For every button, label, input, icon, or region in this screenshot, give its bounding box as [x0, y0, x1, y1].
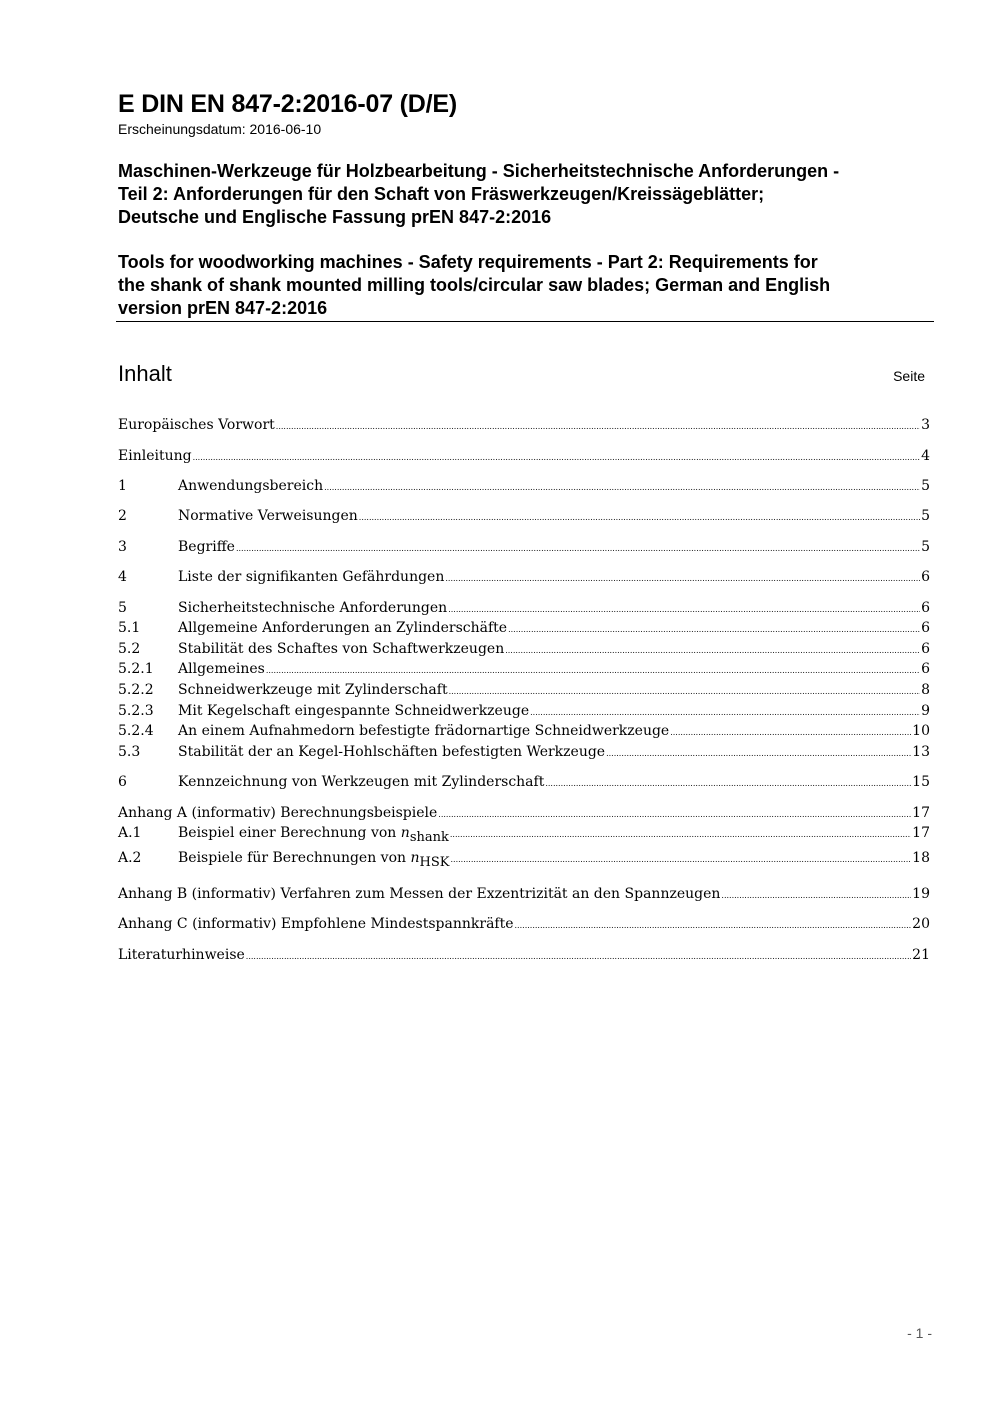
toc-entry-number: 5.2.1: [118, 661, 154, 677]
toc-entry-label: [178, 641, 504, 657]
toc-entry[interactable]: [118, 703, 930, 725]
toc-entry-page: 9: [921, 703, 930, 719]
page-number: - 1 -: [907, 1325, 932, 1341]
toc-dot-leader: [530, 703, 920, 719]
toc-entry-number: 5.2: [118, 641, 141, 657]
toc-heading: Inhalt: [118, 361, 172, 386]
english-title-line: the shank of shank mounted milling tools/circular saw blades; German and English: [118, 275, 831, 295]
toc-dot-leader: [670, 723, 911, 739]
toc-entry-label-text: Mit Kegelschaft eingespannte Schneidwerkzeuge: [178, 703, 530, 719]
toc-entry-label-text: Allgemeines: [178, 661, 265, 677]
toc-entry[interactable]: [118, 805, 930, 827]
toc-entry-label-text: Beispiele für Berechnungen von: [178, 850, 411, 866]
toc-entry-label-text: Normative Verweisungen: [178, 508, 358, 524]
toc-entry-page: 20: [912, 916, 930, 932]
toc-entry-label: [178, 723, 669, 739]
toc-entry-number: 5.1: [118, 620, 141, 636]
english-title-line: version prEN 847-2:2016: [118, 298, 328, 318]
math-variable: n: [400, 825, 410, 841]
toc-entry-page: 5: [921, 478, 930, 494]
toc-entry-label-text: Europäisches Vorwort: [118, 417, 275, 433]
toc-entry-label: [178, 478, 323, 494]
publication-date: Erscheinungsdatum: 2016-06-10: [118, 121, 322, 137]
toc-entry[interactable]: [118, 641, 930, 663]
toc-entry-label: [178, 744, 605, 760]
toc-entry-label: [118, 805, 437, 821]
toc-dot-leader: [448, 600, 920, 616]
title-divider: [116, 321, 934, 322]
toc-entry-number: 2: [118, 508, 127, 524]
german-title: [118, 160, 938, 229]
toc-entry-page: 17: [912, 825, 930, 841]
toc-entry-label: [178, 569, 444, 585]
toc-entry-label-text: Liste der signifikanten Gefährdungen: [178, 569, 445, 585]
toc-entry-label: [118, 417, 275, 433]
toc-entry[interactable]: [118, 600, 930, 622]
german-title-line: Teil 2: Anforderungen für den Schaft von Fräswerkzeugen/Kreissägeblätter;: [118, 184, 765, 204]
toc-entry[interactable]: [118, 723, 930, 745]
toc-entry-page: 5: [921, 539, 930, 555]
toc-entry-label-text: Einleitung: [118, 448, 192, 464]
toc-entry[interactable]: [118, 744, 930, 766]
toc-dot-leader: [246, 947, 911, 963]
toc-entry-label-text: Kennzeichnung von Werkzeugen mit Zylinderschaft: [178, 774, 545, 790]
toc-entry-page: 17: [912, 805, 930, 821]
toc-entry-page: 13: [912, 744, 930, 760]
toc-entry-label-text: Stabilität des Schaftes von Schaftwerkzeugen: [178, 641, 505, 657]
toc-entry[interactable]: [118, 620, 930, 642]
toc-entry-page: 3: [921, 417, 930, 433]
toc-dot-leader: [236, 539, 920, 555]
toc-entry-label-text: Anhang B (informativ) Verfahren zum Messen der Exzentrizität an den Spannzeugen: [118, 886, 721, 902]
math-variable: n: [410, 850, 420, 866]
toc-entry[interactable]: [118, 774, 930, 796]
toc-entry-label: [178, 682, 448, 698]
english-title: [118, 251, 938, 320]
toc-entry-label-text: Begriffe: [178, 539, 235, 555]
toc-dot-leader: [721, 886, 911, 902]
toc-dot-leader: [505, 641, 920, 657]
toc-dot-leader: [449, 682, 920, 698]
toc-entry-label: [178, 774, 544, 790]
toc-dot-leader: [515, 916, 912, 932]
toc-entry[interactable]: [118, 825, 930, 847]
toc-dot-leader: [266, 661, 920, 677]
toc-entry-page: 10: [912, 723, 930, 739]
toc-entry[interactable]: [118, 916, 930, 938]
toc-entry-label: [178, 825, 449, 845]
toc-entry-label-text: An einem Aufnahmedorn befestigte frädornartige Schneidwerkzeuge: [178, 723, 670, 739]
toc-entry[interactable]: [118, 417, 930, 439]
english-title-line: Tools for woodworking machines - Safety requirements - Part 2: Requirements for: [118, 252, 818, 272]
toc-entry[interactable]: [118, 947, 930, 969]
toc-entry-label-text: Anhang C (informativ) Empfohlene Mindestspannkräfte: [118, 916, 514, 932]
toc-entry-label-text: Allgemeine Anforderungen an Zylinderschäfte: [178, 620, 508, 636]
toc-dot-leader: [450, 825, 911, 841]
toc-entry-number: A.1: [118, 825, 142, 841]
toc-entry-label-text: Schneidwerkzeuge mit Zylinderschaft: [178, 682, 448, 698]
toc-dot-leader: [438, 805, 911, 821]
toc-entry-label: [178, 508, 358, 524]
toc-entry[interactable]: [118, 448, 930, 470]
toc-dot-leader: [324, 478, 920, 494]
toc-entry-page: 8: [921, 682, 930, 698]
toc-entry-label-text: Literaturhinweise: [118, 947, 245, 963]
toc-entry-label: [178, 539, 235, 555]
toc-dot-leader: [606, 744, 911, 760]
toc-dot-leader: [445, 569, 920, 585]
toc-entry[interactable]: [118, 539, 930, 561]
toc-entry-number: 4: [118, 569, 127, 585]
toc-entry-page: 19: [912, 886, 930, 902]
toc-entry-label: [118, 947, 245, 963]
toc-entry[interactable]: [118, 661, 930, 683]
toc-dot-leader: [359, 508, 920, 524]
toc-entry-label: [178, 661, 265, 677]
toc-entry-label: [118, 916, 514, 932]
math-subscript: HSK: [419, 855, 450, 870]
toc-entry-page: 5: [921, 508, 930, 524]
toc-dot-leader: [193, 448, 921, 464]
toc-entry-number: 1: [118, 478, 127, 494]
toc-entry-label: [118, 448, 192, 464]
toc-entry-number: 5.2.4: [118, 723, 154, 739]
toc-entry-label-text: Sicherheitstechnische Anforderungen: [178, 600, 448, 616]
toc-entry[interactable]: [118, 850, 930, 872]
toc-entry-label-text: Beispiel einer Berechnung von: [178, 825, 401, 841]
toc-entry[interactable]: [118, 569, 930, 591]
german-title-line: Deutsche und Englische Fassung prEN 847-2:2016: [118, 207, 552, 227]
toc-entry-page: 6: [921, 641, 930, 657]
toc-entry-number: 5.3: [118, 744, 141, 760]
toc-dot-leader: [545, 774, 911, 790]
toc-entry-number: 5.2.2: [118, 682, 154, 698]
toc-entry-label-text: Stabilität der an Kegel-Hohlschäften befestigten Werkzeuge: [178, 744, 606, 760]
toc-entry-page: 6: [921, 620, 930, 636]
document-id: E DIN EN 847-2:2016-07 (D/E): [118, 90, 457, 118]
toc-entry-label: [178, 850, 450, 870]
toc-entry-number: 5.2.3: [118, 703, 154, 719]
math-subscript: shank: [409, 830, 449, 845]
toc-entry-page: 6: [921, 661, 930, 677]
toc-entry-page: 21: [912, 947, 930, 963]
toc-entry-label: [178, 620, 507, 636]
german-title-line: Maschinen-Werkzeuge für Holzbearbeitung - Sicherheitstechnische Anforderungen -: [118, 161, 840, 181]
toc-entry-number: 5: [118, 600, 127, 616]
toc-entry-label: [178, 600, 447, 616]
toc-entry-label-text: Anhang A (informativ) Berechnungsbeispiele: [118, 805, 438, 821]
toc-entry-page: 6: [921, 569, 930, 585]
toc-dot-leader: [508, 620, 920, 636]
toc-entry-label: [118, 886, 720, 902]
toc-entry-label-text: Anwendungsbereich: [178, 478, 324, 494]
toc-entry-number: 3: [118, 539, 127, 555]
toc-entry[interactable]: [118, 886, 930, 908]
toc-entry-page: 6: [921, 600, 930, 616]
toc-dot-leader: [451, 850, 912, 866]
toc-entry-page: 4: [921, 448, 930, 464]
toc-page-column-label: Seite: [893, 368, 925, 384]
toc-entry[interactable]: [118, 478, 930, 500]
toc-entry-number: 6: [118, 774, 127, 790]
toc-entry[interactable]: [118, 508, 930, 530]
toc-entry-number: A.2: [118, 850, 142, 866]
toc-entry-page: 18: [912, 850, 930, 866]
toc-entry[interactable]: [118, 682, 930, 704]
toc-dot-leader: [276, 417, 920, 433]
toc-entry-page: 15: [912, 774, 930, 790]
toc-entry-label: [178, 703, 529, 719]
